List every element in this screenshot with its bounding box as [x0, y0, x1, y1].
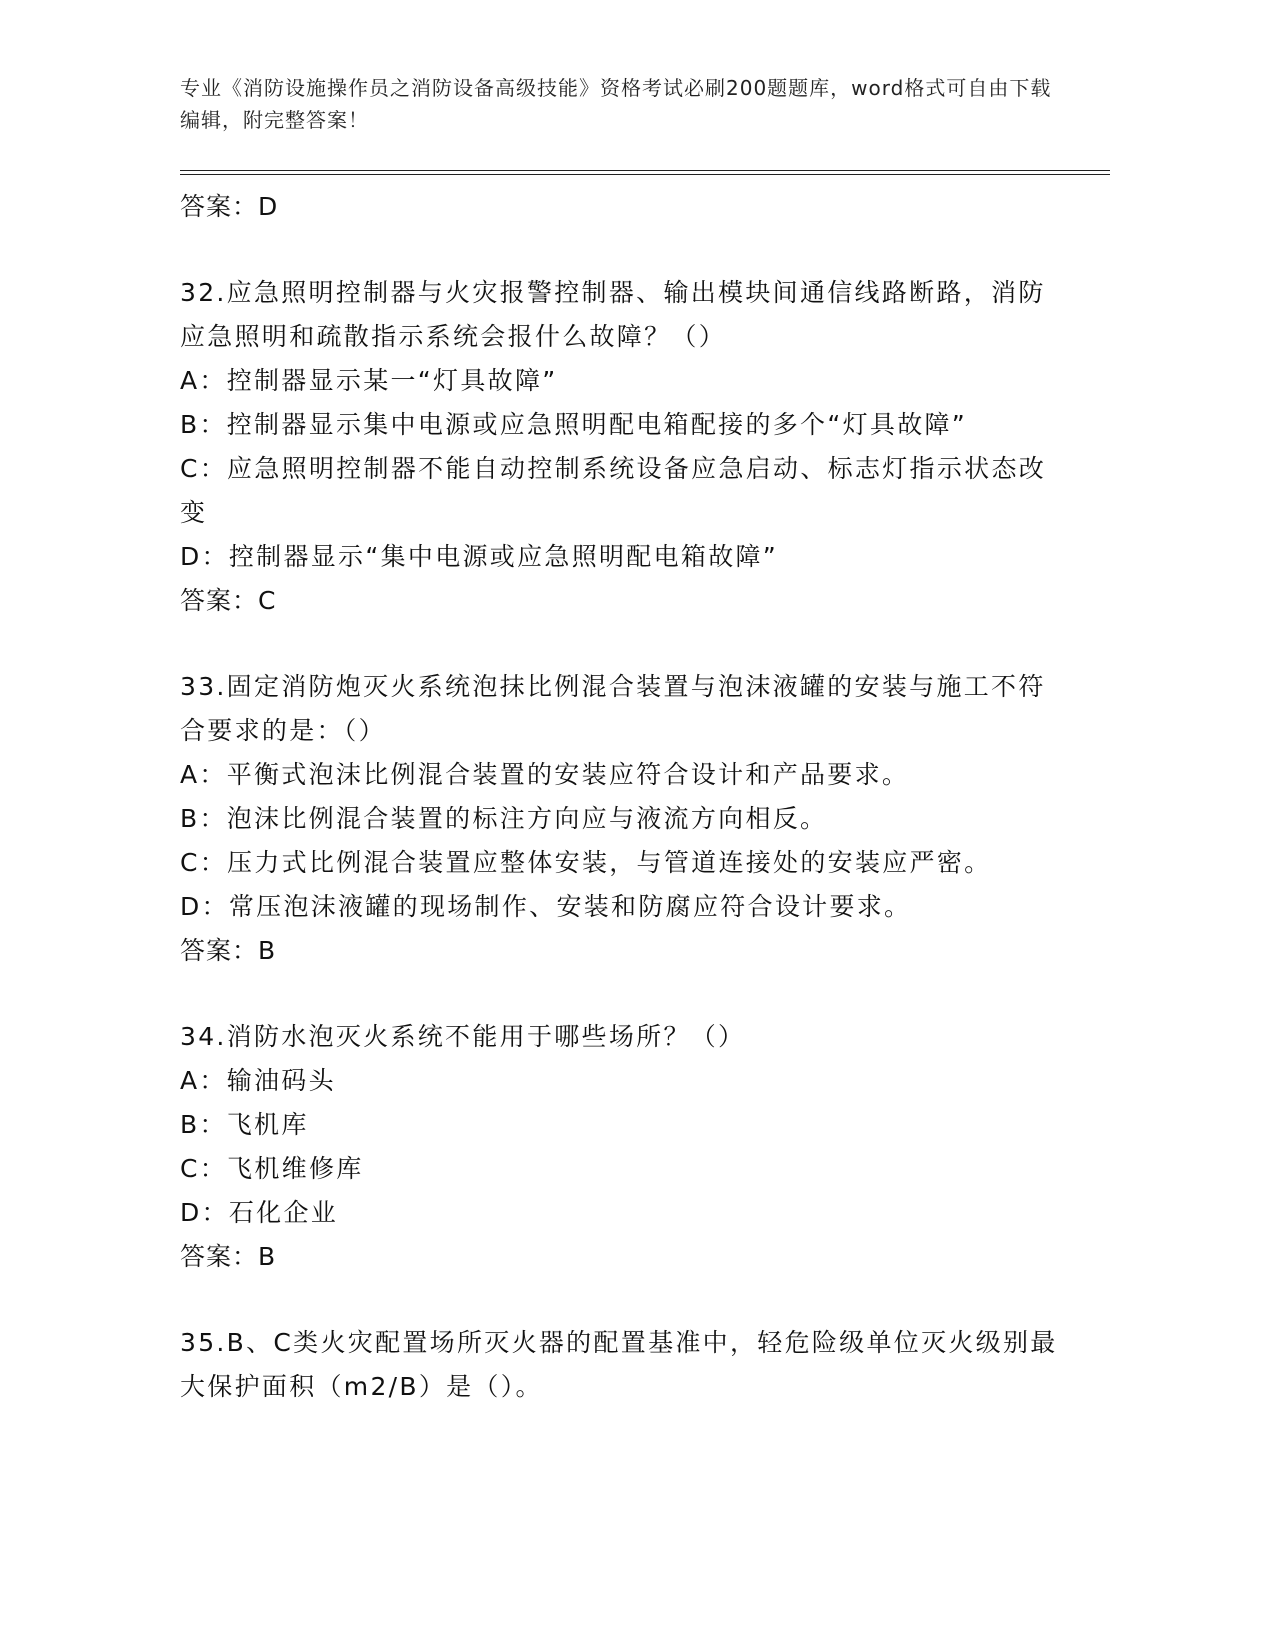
option-c: C：应急照明控制器不能自动控制系统设备应急启动、标志灯指示状态改变	[180, 454, 1047, 527]
answer: 答案：C	[180, 586, 277, 615]
option-a: A：控制器显示某一“灯具故障”	[180, 366, 558, 395]
header-rule-bottom	[180, 174, 1110, 175]
option-b: B：控制器显示集中电源或应急照明配电箱配接的多个“灯具故障”	[180, 410, 968, 439]
option-d: D：石化企业	[180, 1198, 339, 1227]
option-c: C：压力式比例混合装置应整体安装，与管道连接处的安装应严密。	[180, 848, 992, 877]
question-33	[180, 665, 1060, 973]
question-stem: 32.应急照明控制器与火灾报警控制器、输出模块间通信线路断路，消防应急照明和疏散指示系统会报什么故障？（）	[180, 278, 1046, 351]
option-c: C：飞机维修库	[180, 1154, 364, 1183]
answer-previous: 答案：D	[180, 192, 279, 221]
option-a: A：输油码头	[180, 1066, 336, 1095]
question-stem: 33.固定消防炮灭火系统泡抹比例混合装置与泡沫液罐的安装与施工不符合要求的是：（）	[180, 672, 1046, 745]
question-stem: 35.B、C类火灾配置场所灭火器的配置基准中，轻危险级单位灭火级别最大保护面积（m2/B）是（）。	[180, 1328, 1058, 1401]
option-d: D：常压泡沫液罐的现场制作、安装和防腐应符合设计要求。	[180, 892, 912, 921]
document-body	[180, 185, 1060, 1409]
option-a: A：平衡式泡沫比例混合装置的安装应符合设计和产品要求。	[180, 760, 910, 789]
header-text: 专业《消防设施操作员之消防设备高级技能》资格考试必刷200题题库，word格式可自由下载编辑，附完整答案！	[180, 76, 1052, 132]
question-35	[180, 1321, 1060, 1409]
question-34	[180, 1015, 1060, 1279]
answer: 答案：B	[180, 1242, 277, 1271]
option-b: B：飞机库	[180, 1110, 309, 1139]
question-stem: 34.消防水泡灭火系统不能用于哪些场所？（）	[180, 1022, 746, 1051]
answer: 答案：B	[180, 936, 277, 965]
question-32	[180, 271, 1060, 623]
page-header	[180, 72, 1060, 136]
option-b: B：泡沫比例混合装置的标注方向应与液流方向相反。	[180, 804, 828, 833]
option-d: D：控制器显示“集中电源或应急照明配电箱故障”	[180, 542, 779, 571]
header-rule-top	[180, 170, 1110, 171]
